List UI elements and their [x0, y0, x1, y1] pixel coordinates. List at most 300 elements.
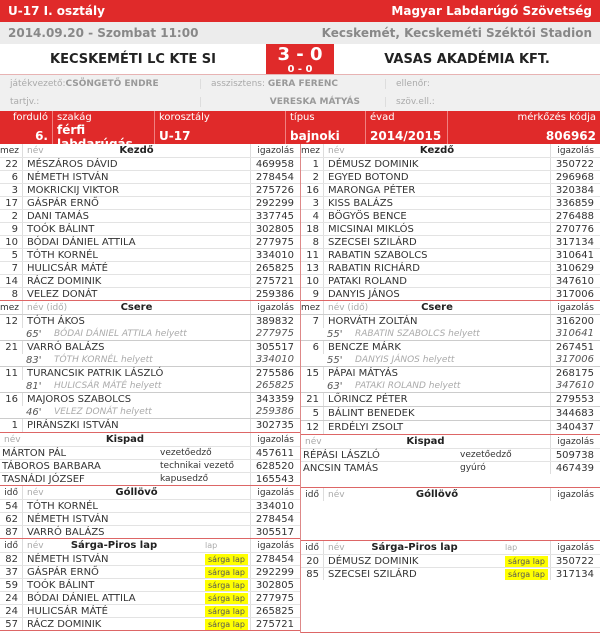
yellow-card-badge: sárga lap — [205, 593, 248, 604]
player-row[interactable] — [301, 261, 600, 274]
player-row[interactable] — [0, 261, 300, 274]
section-title: Sárga-Piros lap — [70, 540, 158, 551]
shirt-number: 4 — [312, 210, 319, 222]
section-header — [0, 539, 300, 552]
player-name: MÉSZÁROS DÁVID — [22, 158, 250, 170]
player-name: BÖGYÖS BENCE — [323, 210, 550, 222]
col-header-name — [323, 541, 505, 554]
col-header-first: mez — [301, 302, 321, 313]
license-id: 467439 — [550, 462, 600, 474]
col-header-name-label: név — [305, 436, 322, 447]
player-row[interactable] — [0, 419, 300, 432]
card-row[interactable] — [0, 591, 300, 604]
player-name: NÉMETH ISTVÁN — [22, 171, 250, 183]
shirt-number: 2 — [11, 210, 18, 222]
license-id: 310629 — [550, 262, 600, 274]
player-row[interactable] — [0, 248, 300, 261]
license-id: 316200 — [550, 315, 600, 328]
substitute-group — [0, 366, 300, 392]
col-header-name-label: név — [328, 145, 345, 156]
license-id: 278454 — [250, 171, 300, 183]
replaced-license-id: 317006 — [550, 354, 600, 366]
col-header-name — [22, 486, 250, 499]
player-row[interactable] — [301, 196, 600, 209]
cards-section — [0, 539, 300, 631]
age-group: korosztály U-17 — [155, 111, 286, 144]
player-row[interactable] — [301, 407, 600, 420]
player-row[interactable] — [0, 157, 300, 170]
card-row[interactable] — [0, 552, 300, 565]
card-minute: 20 — [306, 555, 319, 567]
yellow-card-badge: sárga lap — [205, 554, 248, 565]
card-minute: 24 — [5, 605, 18, 617]
player-name: PATAKI ROLAND — [323, 275, 550, 287]
replaced-license-id: 259386 — [250, 406, 300, 418]
card-minute: 24 — [5, 592, 18, 604]
staff-role: technikai vezető — [160, 461, 235, 471]
col-header-lap: lap — [205, 541, 218, 550]
card-row[interactable] — [0, 578, 300, 591]
staff-name: TASNÁDI JÓZSEF — [2, 473, 85, 485]
license-id: 310641 — [550, 249, 600, 261]
section-header — [301, 488, 600, 501]
shirt-number: 8 — [11, 288, 18, 300]
license-id: 292299 — [250, 197, 300, 209]
player-row[interactable] — [0, 287, 300, 300]
license-id: 292299 — [250, 566, 300, 578]
starters-section — [301, 144, 600, 301]
scorer-name: VARRÓ BALÁZS — [22, 526, 250, 538]
card-row[interactable] — [301, 567, 600, 580]
shirt-number: 3 — [11, 184, 18, 196]
replaced-license-id: 310641 — [550, 328, 600, 340]
col-header-igazolas: igazolás — [250, 301, 300, 314]
player-name: VELEZ DONÁT — [22, 288, 250, 300]
empty-row — [301, 501, 600, 514]
shirt-number: 21 — [5, 342, 18, 353]
shirt-number: 5 — [312, 408, 319, 419]
col-header-name-label: név — [27, 145, 44, 156]
license-id: 268175 — [550, 367, 600, 380]
card-minute: 37 — [5, 566, 18, 578]
substitute-group — [301, 366, 600, 392]
player-row[interactable] — [301, 222, 600, 235]
player-row[interactable] — [301, 274, 600, 287]
substitute-group — [0, 418, 300, 432]
col-header-name-label: név — [328, 489, 345, 500]
goal-row[interactable] — [0, 525, 300, 538]
substitute-group — [301, 406, 600, 420]
staff-name: MÁRTON PÁL — [2, 447, 67, 459]
shirt-number: 16 — [5, 394, 18, 405]
license-id: 277975 — [250, 592, 300, 604]
section-header — [0, 433, 300, 446]
license-id: 275726 — [250, 184, 300, 196]
scorer-name: TÓTH KORNÉL — [22, 500, 250, 512]
player-row[interactable] — [301, 248, 600, 261]
player-row[interactable] — [0, 196, 300, 209]
col-header-igazolas: igazolás — [550, 144, 600, 157]
player-row[interactable] — [301, 367, 600, 380]
player-row[interactable] — [0, 183, 300, 196]
shirt-number: 18 — [306, 223, 319, 235]
section-title: Sárga-Piros lap — [371, 542, 458, 553]
col-header-first: mez — [0, 302, 20, 313]
player-name: MICSINAI MIKLÓS — [323, 223, 550, 235]
license-id: 278454 — [250, 553, 300, 565]
card-type — [205, 594, 250, 603]
license-id: 317134 — [550, 568, 600, 580]
section-header — [301, 435, 600, 448]
substitution-detail — [0, 328, 300, 340]
player-row[interactable] — [301, 235, 600, 248]
player-name: TOÓK BÁLINT — [22, 223, 250, 235]
match-code: mérkőzés kódja 806962 — [517, 112, 596, 143]
player-name: BÓDAI DÁNIEL ATTILA — [22, 236, 250, 248]
empty-row — [301, 474, 600, 487]
col-header-first: idő — [305, 542, 319, 553]
replaced-player: DANYIS JÁNOS helyett — [355, 355, 455, 365]
player-row[interactable] — [301, 170, 600, 183]
col-header-first: mez — [301, 145, 321, 156]
yellow-card-badge: sárga lap — [505, 556, 548, 567]
player-name: BENCZE MÁRK — [323, 341, 550, 354]
player-name: GÁSPÁR ERNŐ — [22, 566, 205, 578]
player-name: HULICSÁR MÁTÉ — [22, 262, 250, 274]
license-id: 275721 — [250, 275, 300, 287]
license-id: 265825 — [250, 605, 300, 617]
replaced-license-id: 265825 — [250, 380, 300, 392]
sub-minute: 81' — [26, 380, 42, 392]
col-header-name — [0, 433, 250, 446]
license-id: 305517 — [250, 341, 300, 354]
shirt-number: 13 — [306, 262, 319, 274]
card-type — [205, 620, 250, 629]
col-header-igazolas: igazolás — [250, 486, 300, 499]
license-id: 317006 — [550, 288, 600, 300]
section-header — [301, 144, 600, 157]
top-bar — [0, 0, 600, 22]
staff-name: TÁBOROS BARBARA — [2, 460, 101, 472]
player-row[interactable] — [0, 367, 300, 380]
shirt-number: 11 — [306, 249, 319, 261]
yellow-card-badge: sárga lap — [205, 567, 248, 578]
yellow-card-badge: sárga lap — [505, 569, 548, 580]
player-row[interactable] — [301, 341, 600, 354]
license-id: 320384 — [550, 184, 600, 196]
shirt-number: 6 — [11, 171, 18, 183]
col-header-igazolas: igazolás — [250, 539, 300, 552]
shirt-number: 22 — [5, 158, 18, 170]
player-name: HULICSÁR MÁTÉ — [22, 605, 205, 617]
section-title: Kezdő — [119, 145, 154, 156]
player-name: RÁCZ DOMINIK — [22, 618, 205, 630]
teams-row — [0, 44, 600, 74]
col-header-name-label: név — [27, 540, 44, 551]
date-bar — [0, 22, 600, 44]
substitute-group — [0, 392, 300, 418]
player-name: TÓTH ÁKOS — [22, 315, 250, 328]
card-row[interactable] — [301, 554, 600, 567]
staff-row[interactable] — [0, 472, 300, 485]
license-id: 302805 — [250, 223, 300, 235]
section-header — [301, 541, 600, 554]
player-name: LŐRINCZ PÉTER — [323, 393, 550, 406]
license-id: 457611 — [250, 447, 300, 459]
round: forduló 6. — [0, 111, 53, 144]
referee: játékvezető:CSÖNGETŐ ENDRE — [10, 79, 159, 89]
shirt-number: 9 — [312, 288, 319, 300]
col-header-name-label: név (idő) — [27, 302, 68, 313]
sub-minute: 46' — [26, 406, 42, 418]
player-row[interactable] — [301, 183, 600, 196]
shirt-number: 16 — [306, 184, 319, 196]
player-row[interactable] — [0, 315, 300, 328]
federation-name: Magyar Labdarúgó Szövetség — [391, 4, 592, 18]
col-header-name — [22, 301, 250, 314]
empty-row — [301, 527, 600, 540]
goal-row[interactable] — [0, 512, 300, 525]
bench-section — [0, 433, 300, 486]
substitution-detail — [301, 354, 600, 366]
staff-row[interactable] — [301, 448, 600, 461]
replaced-player: TÓTH KORNÉL helyett — [54, 355, 153, 365]
sub-minute: 55' — [327, 328, 343, 340]
player-name: DANYIS JÁNOS — [323, 288, 550, 300]
replaced-player: BÓDAI DÁNIEL ATTILA helyett — [54, 329, 187, 339]
officials — [0, 74, 600, 111]
license-id: 279553 — [550, 393, 600, 406]
shirt-number: 14 — [5, 275, 18, 287]
away-team: VASAS AKADÉMIA KFT. — [384, 51, 550, 67]
section-header — [0, 486, 300, 499]
license-id: 305517 — [250, 526, 300, 538]
player-row[interactable] — [301, 315, 600, 328]
replaced-license-id: 334010 — [250, 354, 300, 366]
yellow-card-badge: sárga lap — [205, 619, 248, 630]
col-header-lap: lap — [505, 543, 518, 552]
player-name: GÁSPÁR ERNŐ — [22, 197, 250, 209]
player-name: DANI TAMÁS — [22, 210, 250, 222]
halftime-score: 0 - 0 — [287, 64, 313, 75]
license-id: 265825 — [250, 262, 300, 274]
player-name: SZECSEI SZILÁRD — [323, 236, 550, 248]
staff-name: ANCSIN TAMÁS — [303, 462, 379, 474]
sub-minute: 55' — [327, 354, 343, 366]
substitute-group — [301, 314, 600, 340]
player-row[interactable] — [301, 421, 600, 434]
substitutes-section — [0, 301, 300, 433]
col-header-name-label: név (idő) — [328, 302, 369, 313]
player-name: MARONGA PÉTER — [323, 184, 550, 196]
player-name: BÓDAI DÁNIEL ATTILA — [22, 592, 205, 604]
replaced-player: RABATIN SZABOLCS helyett — [355, 329, 480, 339]
player-row[interactable] — [301, 157, 600, 170]
branch: szakág férfi labdarúgás — [53, 111, 155, 144]
section-title: Csere — [120, 302, 153, 313]
license-id: 343359 — [250, 393, 300, 406]
section-header — [0, 144, 300, 157]
player-row[interactable] — [0, 393, 300, 406]
substitute-group — [0, 340, 300, 366]
col-header-name — [323, 488, 550, 501]
shirt-number: 11 — [5, 368, 18, 379]
competition-title: U-17 I. osztály — [8, 4, 105, 18]
player-name: HORVÁTH ZOLTÁN — [323, 315, 550, 328]
player-name: TOÓK BÁLINT — [22, 579, 205, 591]
col-header-igazolas: igazolás — [550, 488, 600, 501]
staff-name: RÉPÁSI LÁSZLÓ — [303, 449, 380, 461]
empty-row — [301, 593, 600, 606]
card-row[interactable] — [0, 604, 300, 617]
shirt-number: 12 — [5, 316, 18, 327]
fed-inspector: szöv.ell.: — [385, 97, 435, 107]
goal-row[interactable] — [0, 499, 300, 512]
col-header-igazolas: igazolás — [250, 144, 300, 157]
player-name: TURANCSIK PATRIK LÁSZLÓ — [22, 367, 250, 380]
col-header-name — [22, 144, 250, 157]
license-id: 267451 — [550, 341, 600, 354]
player-name: DÉMUSZ DOMINIK — [323, 158, 550, 170]
shirt-number: 5 — [11, 249, 18, 261]
card-type — [205, 581, 250, 590]
player-name: ERDÉLYI ZSOLT — [323, 421, 550, 434]
shirt-number: 7 — [312, 316, 319, 327]
shirt-number: 7 — [11, 262, 18, 274]
col-header-igazolas: igazolás — [550, 301, 600, 314]
shirt-number: 10 — [5, 236, 18, 248]
shirt-number: 17 — [5, 197, 18, 209]
card-type — [505, 557, 550, 566]
license-id: 275721 — [250, 618, 300, 630]
section-title: Kispad — [105, 434, 145, 445]
license-id: 277975 — [250, 236, 300, 248]
home-team: KECSKEMÉTI LC KTE SI — [50, 51, 216, 67]
col-header-first: idő — [4, 540, 18, 551]
season: évad 2014/2015 — [366, 111, 448, 144]
player-row[interactable] — [301, 393, 600, 406]
shirt-number: 1 — [312, 158, 319, 170]
replaced-license-id: 347610 — [550, 380, 600, 392]
license-id: 334010 — [250, 500, 300, 512]
section-title: Kezdő — [419, 145, 455, 156]
license-id: 296968 — [550, 171, 600, 183]
col-header-first: idő — [4, 487, 18, 498]
staff-row[interactable] — [301, 461, 600, 474]
card-type — [505, 570, 550, 579]
col-header-name-label: név — [27, 487, 44, 498]
player-row[interactable] — [0, 170, 300, 183]
away-sheet — [300, 144, 600, 633]
card-type — [205, 607, 250, 616]
player-row[interactable] — [0, 209, 300, 222]
player-name: TÓTH KORNÉL — [22, 249, 250, 261]
player-name: SZECSEI SZILÁRD — [323, 568, 505, 580]
license-id: 270776 — [550, 223, 600, 235]
shirt-number: 12 — [306, 422, 319, 433]
yellow-card-badge: sárga lap — [205, 606, 248, 617]
license-id: 628520 — [250, 460, 300, 472]
player-row[interactable] — [301, 287, 600, 300]
player-name: PÁPAI MÁTYÁS — [323, 367, 550, 380]
license-id: 302735 — [250, 419, 300, 432]
license-id: 389832 — [250, 315, 300, 328]
license-id: 336859 — [550, 197, 600, 209]
section-title: Kispad — [406, 436, 445, 447]
empty-row — [301, 514, 600, 527]
col-header-name — [323, 301, 550, 314]
empty-row — [301, 606, 600, 619]
license-id: 350722 — [550, 158, 600, 170]
player-name: RABATIN SZABOLCS — [323, 249, 550, 261]
player-row[interactable] — [0, 222, 300, 235]
replaced-player: VELEZ DONÁT helyett — [54, 407, 152, 417]
substitution-detail — [0, 380, 300, 392]
staff-row[interactable] — [0, 459, 300, 472]
section-title: Csere — [421, 302, 453, 313]
col-header-name — [323, 144, 550, 157]
goalscorers-section — [301, 488, 600, 541]
card-minute: 85 — [306, 568, 319, 580]
license-id: 334010 — [250, 249, 300, 261]
license-id: 278454 — [250, 513, 300, 525]
shirt-number: 9 — [11, 223, 18, 235]
sub-minute: 63' — [327, 380, 343, 392]
card-minute: 57 — [5, 618, 18, 630]
license-id: 344683 — [550, 407, 600, 420]
staff-role: gyúró — [460, 463, 486, 473]
player-row[interactable] — [301, 209, 600, 222]
staff-role: vezetőedző — [160, 448, 212, 458]
section-title: Góllövő — [115, 487, 158, 498]
staff-row[interactable] — [0, 446, 300, 459]
replaced-license-id: 277975 — [250, 328, 300, 340]
player-row[interactable] — [0, 274, 300, 287]
player-row[interactable] — [0, 235, 300, 248]
license-id: 165543 — [250, 473, 300, 485]
col-header-first: idő — [305, 489, 319, 500]
shirt-number: 1 — [11, 420, 18, 431]
cards-section — [301, 541, 600, 633]
player-row[interactable] — [0, 341, 300, 354]
shirt-number: 10 — [306, 275, 319, 287]
empty-row — [301, 580, 600, 593]
final-score: 3 - 0 — [277, 44, 323, 65]
venue: Kecskemét, Kecskeméti Széktói Stadion — [321, 26, 592, 40]
substitute-group — [301, 392, 600, 406]
scorer-name: NÉMETH ISTVÁN — [22, 513, 250, 525]
license-id: 469958 — [250, 158, 300, 170]
col-header-first: mez — [0, 145, 20, 156]
goal-minute: 62 — [5, 513, 18, 525]
col-header-name — [301, 435, 550, 448]
substitute-group — [0, 314, 300, 340]
col-header-igazolas: igazolás — [250, 433, 300, 446]
card-row[interactable] — [0, 617, 300, 630]
license-id: 276488 — [550, 210, 600, 222]
empty-row — [301, 619, 600, 632]
card-minute: 82 — [5, 553, 18, 565]
match-date: 2014.09.20 - Szombat 11:00 — [8, 26, 199, 40]
card-row[interactable] — [0, 565, 300, 578]
col-header-name — [22, 539, 205, 552]
reserve-referee: tartjv.: — [10, 97, 40, 107]
player-name: DÉMUSZ DOMINIK — [323, 555, 505, 567]
substitute-group — [301, 420, 600, 434]
assistant: asszisztens: GERA FERENC — [200, 79, 385, 89]
match-type: típus bajnoki — [286, 111, 366, 144]
bench-section — [301, 435, 600, 488]
